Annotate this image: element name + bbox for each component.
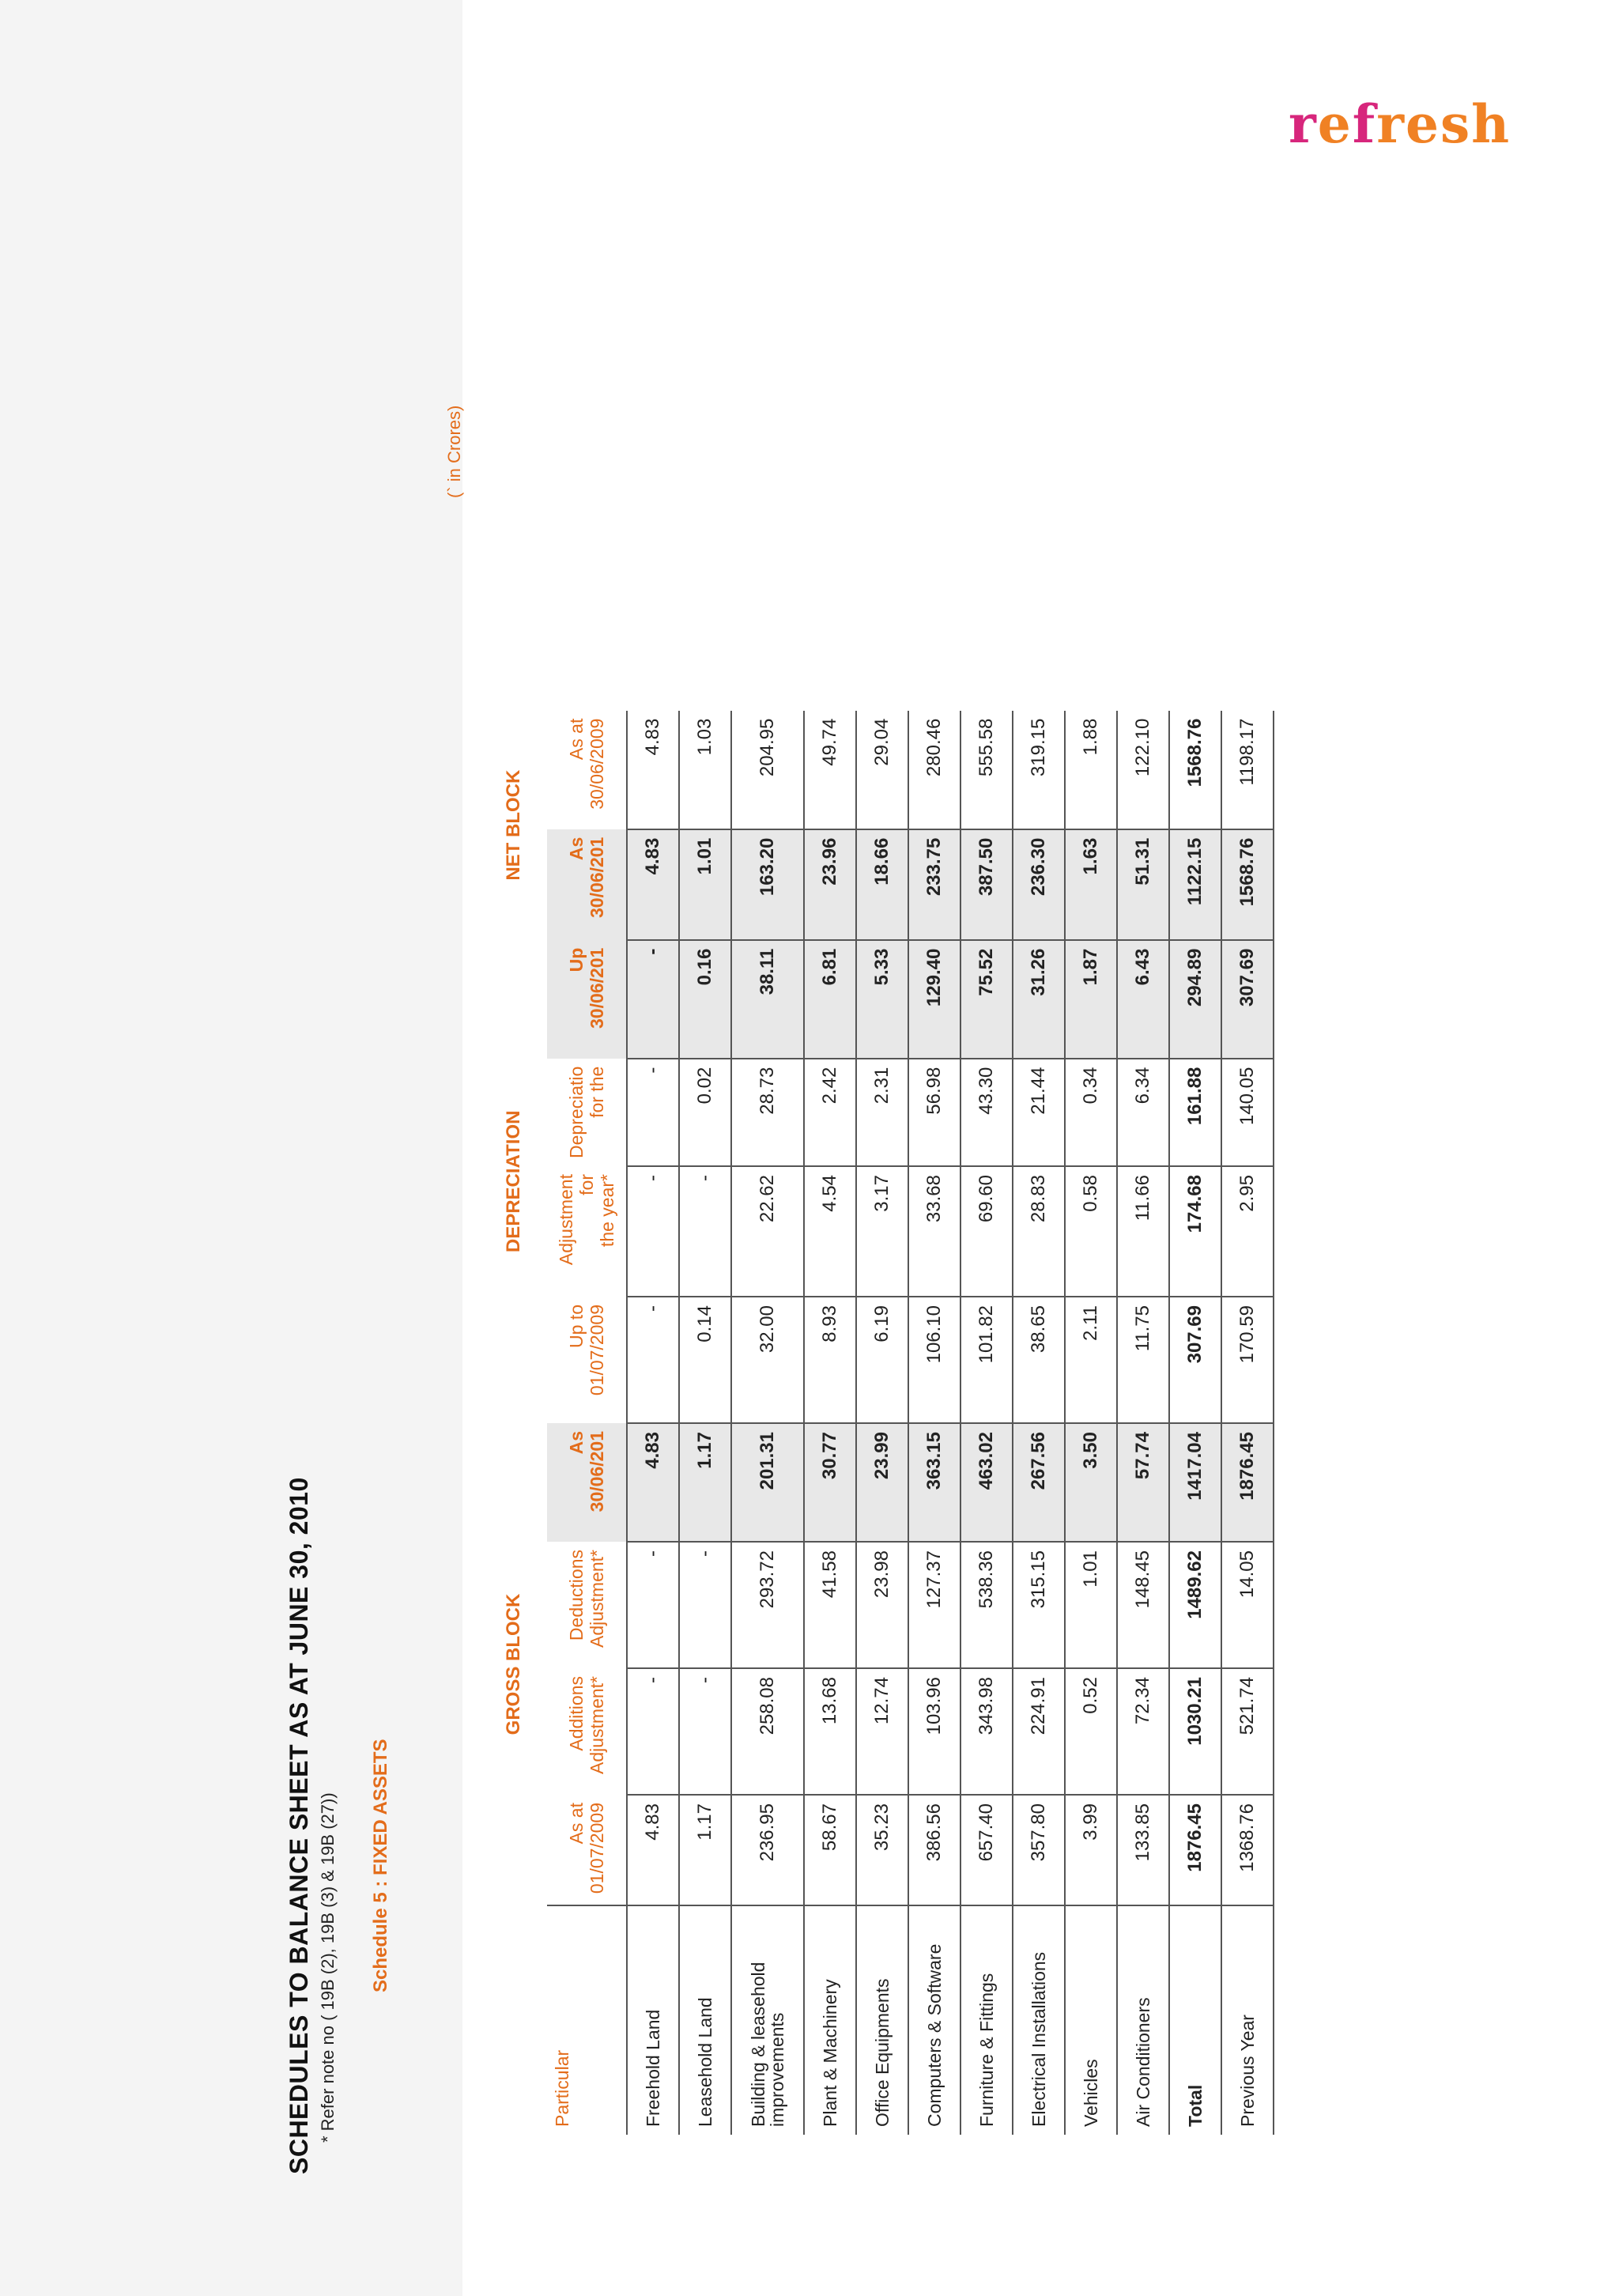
unit-label: (` in Crores)	[444, 405, 464, 498]
page-title: SCHEDULES TO BALANCE SHEET AS AT JUNE 30, 2010	[285, 1477, 313, 2174]
row-value: 319.15	[1013, 711, 1065, 829]
row-value: 174.68	[1169, 1166, 1221, 1297]
row-value: 1876.45	[1169, 1795, 1221, 1905]
row-value: 307.69	[1221, 940, 1274, 1059]
row-value: 58.67	[804, 1795, 856, 1905]
row-value: 2.11	[1065, 1297, 1117, 1423]
row-value: 538.36	[960, 1542, 1013, 1668]
row-value: 22.62	[731, 1166, 804, 1297]
row-value: 11.75	[1117, 1297, 1169, 1423]
table-row	[1013, 711, 1065, 2135]
header-gb-additions: Additions Adjustment*	[547, 1668, 627, 1795]
row-value: 0.14	[679, 1297, 731, 1423]
row-value: -	[627, 1668, 679, 1795]
row-value: 0.58	[1065, 1166, 1117, 1297]
row-particular: Electrical Installations	[1013, 1905, 1065, 2135]
row-value: 1.01	[679, 829, 731, 940]
row-value: 1198.17	[1221, 711, 1274, 829]
row-value: -	[679, 1542, 731, 1668]
table-row	[627, 711, 679, 2135]
row-value: 38.65	[1013, 1297, 1065, 1423]
row-particular: Vehicles	[1065, 1905, 1117, 2135]
table-row	[731, 711, 804, 2135]
row-value: 1876.45	[1221, 1423, 1274, 1542]
row-value: 0.34	[1065, 1059, 1117, 1166]
row-value: 280.46	[908, 711, 960, 829]
row-value: 0.16	[679, 940, 731, 1059]
row-value: 4.83	[627, 1795, 679, 1905]
row-value: 387.50	[960, 829, 1013, 940]
row-value: 1030.21	[1169, 1668, 1221, 1795]
row-particular: Total	[1169, 1905, 1221, 2135]
row-value: 1.63	[1065, 829, 1117, 940]
row-value: 1.03	[679, 711, 731, 829]
row-value: 4.83	[627, 1423, 679, 1542]
row-value: 307.69	[1169, 1297, 1221, 1423]
row-value: 386.56	[908, 1795, 960, 1905]
row-value: 1.17	[679, 1423, 731, 1542]
row-value: 2.31	[856, 1059, 908, 1166]
row-value: -	[627, 1297, 679, 1423]
header-dep-open: Up to 01/07/2009	[547, 1297, 627, 1423]
table-row	[1065, 711, 1117, 2135]
table-row	[1221, 711, 1274, 2135]
refresh-logo: refresh	[1289, 93, 1511, 155]
header-nb-close: As 30/06/201	[547, 829, 627, 940]
header-gb-deductions: Deductions Adjustment*	[547, 1542, 627, 1668]
row-value: 521.74	[1221, 1668, 1274, 1795]
group-gross-block: GROSS BLOCK	[503, 1593, 524, 1735]
row-value: 101.82	[960, 1297, 1013, 1423]
row-particular: Leasehold Land	[679, 1905, 731, 2135]
row-value: 1489.62	[1169, 1542, 1221, 1668]
row-value: 1368.76	[1221, 1795, 1274, 1905]
row-value: 4.54	[804, 1166, 856, 1297]
row-value: 224.91	[1013, 1668, 1065, 1795]
row-value: 122.10	[1117, 711, 1169, 829]
header-particular: Particular	[547, 1905, 627, 2135]
row-particular: Furniture & Fittings	[960, 1905, 1013, 2135]
group-net-block: NET BLOCK	[503, 769, 524, 881]
row-particular: Office Equipments	[856, 1905, 908, 2135]
row-value: 38.11	[731, 940, 804, 1059]
row-value: 75.52	[960, 940, 1013, 1059]
row-value: 236.30	[1013, 829, 1065, 940]
row-particular: Previous Year	[1221, 1905, 1274, 2135]
row-value: 2.42	[804, 1059, 856, 1166]
row-value: 3.99	[1065, 1795, 1117, 1905]
row-value: 161.88	[1169, 1059, 1221, 1166]
header-nb-open: As at 30/06/2009	[547, 711, 627, 829]
table-row	[908, 711, 960, 2135]
row-value: 357.80	[1013, 1795, 1065, 1905]
row-particular: Air Conditioners	[1117, 1905, 1169, 2135]
row-particular: Building & leasehold improvements	[731, 1905, 804, 2135]
row-value: 201.31	[731, 1423, 804, 1542]
row-value: 1568.76	[1221, 829, 1274, 940]
row-value: 163.20	[731, 829, 804, 940]
row-value: 3.50	[1065, 1423, 1117, 1542]
row-value: 49.74	[804, 711, 856, 829]
row-value: 1.88	[1065, 711, 1117, 829]
row-value: 140.05	[1221, 1059, 1274, 1166]
row-value: 56.98	[908, 1059, 960, 1166]
header-gb-open: As at 01/07/2009	[547, 1795, 627, 1905]
header-dep-year: Depreciatio for the	[547, 1059, 627, 1166]
row-value: 43.30	[960, 1059, 1013, 1166]
header-gb-close: As 30/06/201	[547, 1423, 627, 1542]
row-value: -	[627, 1166, 679, 1297]
footnote: * Refer note no ( 19B (2), 19B (3) & 19B (27))	[318, 1792, 338, 2143]
row-value: 236.95	[731, 1795, 804, 1905]
row-value: 129.40	[908, 940, 960, 1059]
row-value: 4.83	[627, 829, 679, 940]
row-value: 29.04	[856, 711, 908, 829]
row-value: 11.66	[1117, 1166, 1169, 1297]
row-value: -	[627, 1059, 679, 1166]
row-value: 3.17	[856, 1166, 908, 1297]
row-value: 204.95	[731, 711, 804, 829]
group-depreciation: DEPRECIATION	[503, 1110, 524, 1253]
row-value: 6.19	[856, 1297, 908, 1423]
header-dep-close: Up 30/06/201	[547, 940, 627, 1059]
row-value: 35.23	[856, 1795, 908, 1905]
row-value: -	[627, 1542, 679, 1668]
row-value: 6.43	[1117, 940, 1169, 1059]
row-particular: Computers & Software	[908, 1905, 960, 2135]
row-value: 0.52	[1065, 1668, 1117, 1795]
table-row	[804, 711, 856, 2135]
row-value: 657.40	[960, 1795, 1013, 1905]
row-value: 103.96	[908, 1668, 960, 1795]
row-value: 1568.76	[1169, 711, 1221, 829]
row-value: 57.74	[1117, 1423, 1169, 1542]
row-value: -	[627, 940, 679, 1059]
header-dep-adjustment: Adjustment for the year*	[547, 1166, 627, 1297]
row-particular: Freehold Land	[627, 1905, 679, 2135]
row-value: 1.01	[1065, 1542, 1117, 1668]
row-value: 343.98	[960, 1668, 1013, 1795]
row-value: 258.08	[731, 1668, 804, 1795]
row-value: 6.34	[1117, 1059, 1169, 1166]
row-value: 1.17	[679, 1795, 731, 1905]
row-particular: Plant & Machinery	[804, 1905, 856, 2135]
row-value: 233.75	[908, 829, 960, 940]
row-value: 2.95	[1221, 1166, 1274, 1297]
row-value: 133.85	[1117, 1795, 1169, 1905]
row-value: 463.02	[960, 1423, 1013, 1542]
row-value: 51.31	[1117, 829, 1169, 940]
row-value: 32.00	[731, 1297, 804, 1423]
table-row	[1169, 711, 1221, 2135]
row-value: 12.74	[856, 1668, 908, 1795]
row-value: 267.56	[1013, 1423, 1065, 1542]
row-value: 106.10	[908, 1297, 960, 1423]
row-value: 41.58	[804, 1542, 856, 1668]
row-value: 0.02	[679, 1059, 731, 1166]
table-row	[856, 711, 908, 2135]
row-value: -	[679, 1166, 731, 1297]
row-value: 170.59	[1221, 1297, 1274, 1423]
row-value: 28.83	[1013, 1166, 1065, 1297]
row-value: 23.96	[804, 829, 856, 940]
fixed-assets-table	[481, 711, 1274, 2135]
row-value: 315.15	[1013, 1542, 1065, 1668]
row-value: 33.68	[908, 1166, 960, 1297]
row-value: 14.05	[1221, 1542, 1274, 1668]
row-value: 30.77	[804, 1423, 856, 1542]
row-value: 4.83	[627, 711, 679, 829]
table-row	[679, 711, 731, 2135]
row-value: 31.26	[1013, 940, 1065, 1059]
row-value: 72.34	[1117, 1668, 1169, 1795]
row-value: 1.87	[1065, 940, 1117, 1059]
row-value: 13.68	[804, 1668, 856, 1795]
row-value: 69.60	[960, 1166, 1013, 1297]
row-value: 23.98	[856, 1542, 908, 1668]
row-value: 5.33	[856, 940, 908, 1059]
table-row	[1117, 711, 1169, 2135]
row-value: 23.99	[856, 1423, 908, 1542]
row-value: 148.45	[1117, 1542, 1169, 1668]
row-value: 6.81	[804, 940, 856, 1059]
row-value: 21.44	[1013, 1059, 1065, 1166]
row-value: 1417.04	[1169, 1423, 1221, 1542]
row-value: 1122.15	[1169, 829, 1221, 940]
table-row	[960, 711, 1013, 2135]
row-value: 363.15	[908, 1423, 960, 1542]
rotated-schedule	[269, 277, 1296, 2174]
row-value: 294.89	[1169, 940, 1221, 1059]
row-value: 127.37	[908, 1542, 960, 1668]
row-value: 555.58	[960, 711, 1013, 829]
row-value: 28.73	[731, 1059, 804, 1166]
schedule-title: Schedule 5 : FIXED ASSETS	[370, 1739, 391, 1992]
row-value: -	[679, 1668, 731, 1795]
row-value: 293.72	[731, 1542, 804, 1668]
row-value: 18.66	[856, 829, 908, 940]
row-value: 8.93	[804, 1297, 856, 1423]
